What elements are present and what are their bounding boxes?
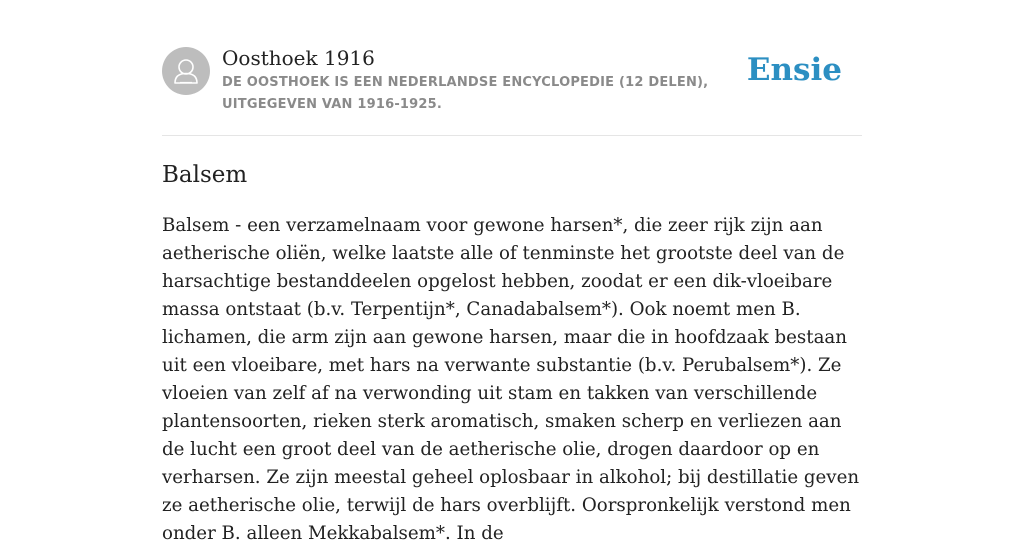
entry-title: Balsem xyxy=(162,162,248,188)
header-divider xyxy=(162,135,862,136)
source-header xyxy=(162,46,862,118)
source-description: DE OOSTHOEK IS EEN NEDERLANDSE ENCYCLOPEDIE (12 DELEN), UITGEGEVEN VAN 1916-1925. xyxy=(222,75,709,112)
user-icon xyxy=(162,47,210,95)
source-title[interactable]: Oosthoek 1916 xyxy=(222,46,375,70)
avatar xyxy=(162,47,210,95)
entry-body: Balsem - een verzamelnaam voor gewone harsen*, die zeer rijk zijn aan aetherische oliën, welke laatste alle of tenminste het grootste deel van de harsachtige bestanddeelen opgelost hebben, zoodat er een dik-vloeibare massa ontstaat (b.v. Terpentijn*, Canadabalsem*). Ook noemt men B. lichamen, die arm zijn aan gewone harsen, maar die in hoofdzaak bestaan uit een vloeibare, met hars na verwante substantie (b.v. Perubalsem*). Ze vloeien van zelf af na verwonding uit stam en takken van verschillende plantensoorten, rieken sterk aromatisch, smaken scherp en verliezen aan de lucht een groot deel van de aetherische olie, drogen daardoor op en verharsen. Ze zijn meestal geheel oplosbaar in alkohol; bij destillatie geven ze aetherische olie, terwijl de hars overblijft. Oorspronkelijk verstond men onder B. alleen Mekkabalsem*. In de xyxy=(162,215,860,544)
brand-logo[interactable]: Ensie xyxy=(746,52,842,88)
